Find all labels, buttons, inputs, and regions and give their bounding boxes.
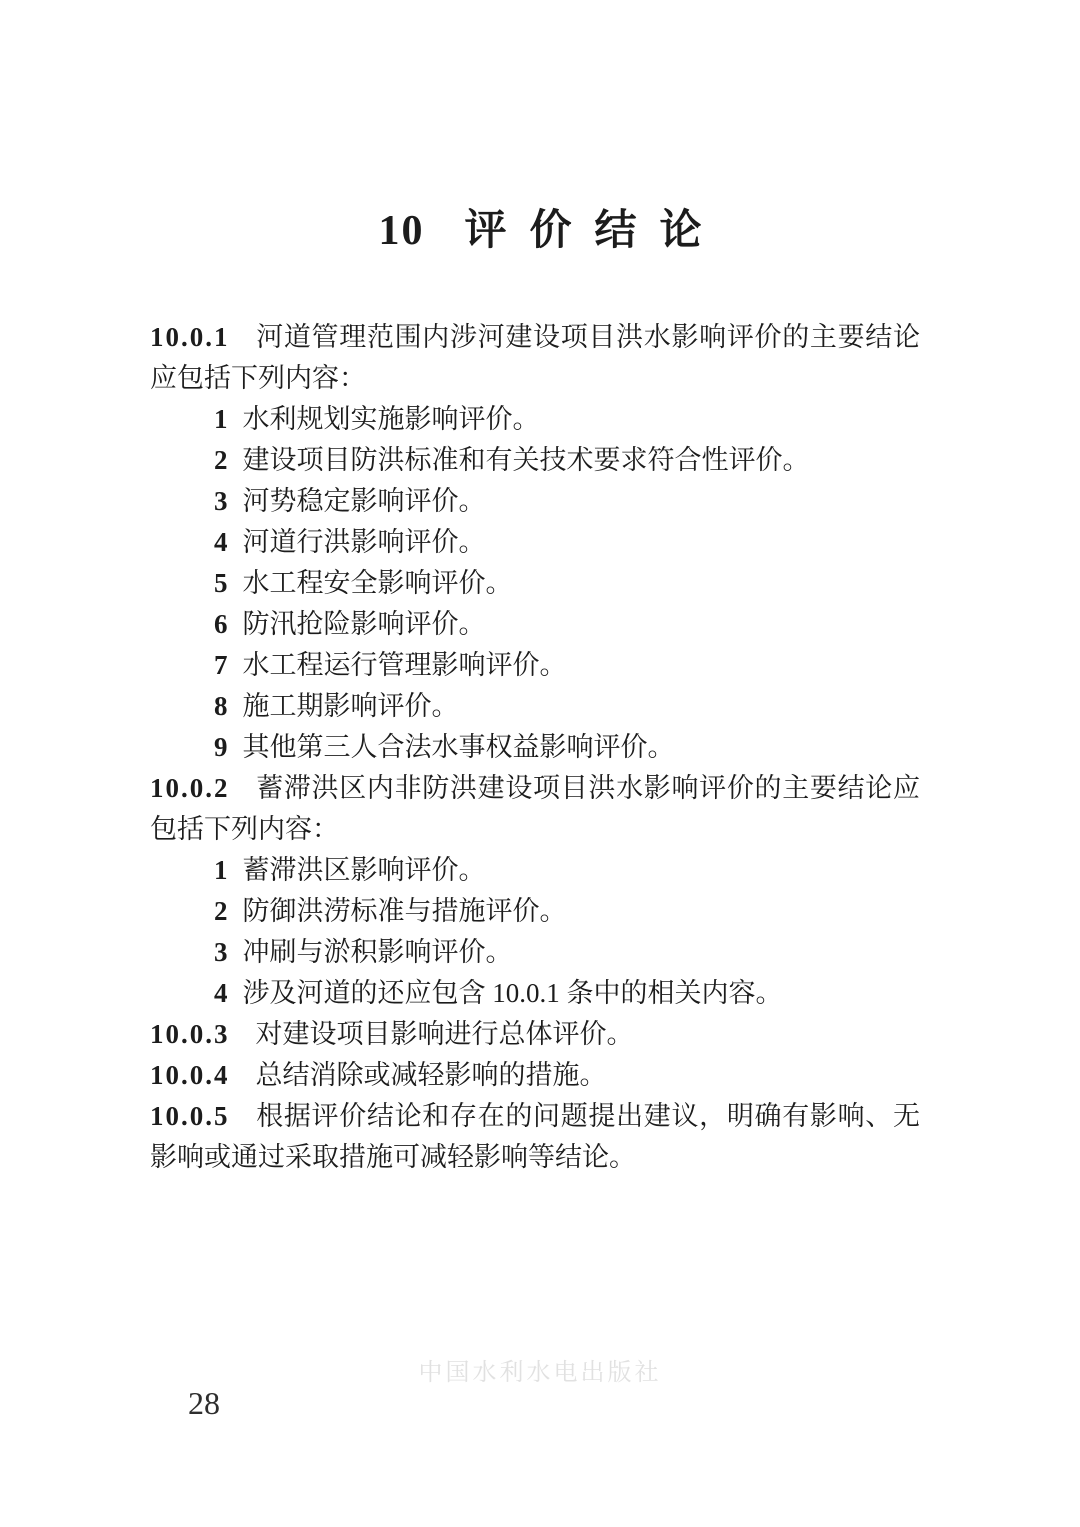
item-text: 蓄滞洪区影响评价。 [242,855,486,885]
list-item [150,686,920,727]
item-number: 4 [214,978,228,1008]
list-item [150,850,920,891]
section-number: 10.0.5 [150,1101,230,1131]
item-text: 河道行洪影响评价。 [242,527,486,557]
item-number: 5 [214,568,228,598]
section-text: 蓄滞洪区内非防洪建设项目洪水影响评价的主要结论应包括下列内容： [150,773,920,844]
item-number: 9 [214,732,228,762]
item-text: 冲刷与淤积影响评价。 [242,937,513,967]
item-number: 7 [214,650,228,680]
chapter-number: 10 [378,208,425,254]
list-item [150,645,920,686]
item-number: 3 [214,486,228,516]
item-text: 防汛抢险影响评价。 [242,609,486,639]
item-number: 8 [214,691,228,721]
item-number: 1 [214,855,228,885]
publisher-watermark: 中国水利水电出版社 [418,1360,662,1386]
list-item [150,973,920,1014]
item-number: 6 [214,609,228,639]
chapter-heading [0,206,1080,256]
item-text: 水利规划实施影响评价。 [242,404,540,434]
list-item [150,522,920,563]
item-text: 河势稳定影响评价。 [242,486,486,516]
list-item [150,932,920,973]
chapter-title: 评价结论 [464,208,725,254]
item-text: 建设项目防洪标准和有关技术要求符合性评价。 [242,445,810,475]
item-text: 其他第三人合法水事权益影响评价。 [242,732,675,762]
section-text: 根据评价结论和存在的问题提出建议，明确有影响、无影响或通过采取措施可减轻影响等结论。 [150,1101,920,1172]
list-item [150,891,920,932]
section-number: 10.0.4 [150,1060,230,1090]
list-item [150,399,920,440]
section-paragraph [150,317,920,399]
list-item [150,563,920,604]
section-number: 10.0.1 [150,322,230,352]
section-paragraph [150,1055,920,1096]
list-item [150,481,920,522]
section-paragraph [150,768,920,850]
section-text: 总结消除或减轻影响的措施。 [255,1060,607,1090]
item-text: 防御洪涝标准与措施评价。 [242,896,567,926]
section-number: 10.0.3 [150,1019,230,1049]
list-item [150,727,920,768]
section-paragraph [150,1096,920,1178]
item-number: 3 [214,937,228,967]
item-number: 2 [214,896,228,926]
item-number: 1 [214,404,228,434]
section-paragraph [150,1014,920,1055]
document-body [150,317,920,1178]
list-item [150,604,920,645]
item-number: 2 [214,445,228,475]
list-item [150,440,920,481]
item-number: 4 [214,527,228,557]
item-text: 水工程安全影响评价。 [242,568,513,598]
section-text: 河道管理范围内涉河建设项目洪水影响评价的主要结论应包括下列内容： [150,322,920,393]
item-text: 水工程运行管理影响评价。 [242,650,567,680]
item-text: 涉及河道的还应包含 10.0.1 条中的相关内容。 [242,978,783,1008]
item-text: 施工期影响评价。 [242,691,459,721]
section-text: 对建设项目影响进行总体评价。 [255,1019,634,1049]
section-number: 10.0.2 [150,773,230,803]
page-number: 28 [188,1385,220,1421]
